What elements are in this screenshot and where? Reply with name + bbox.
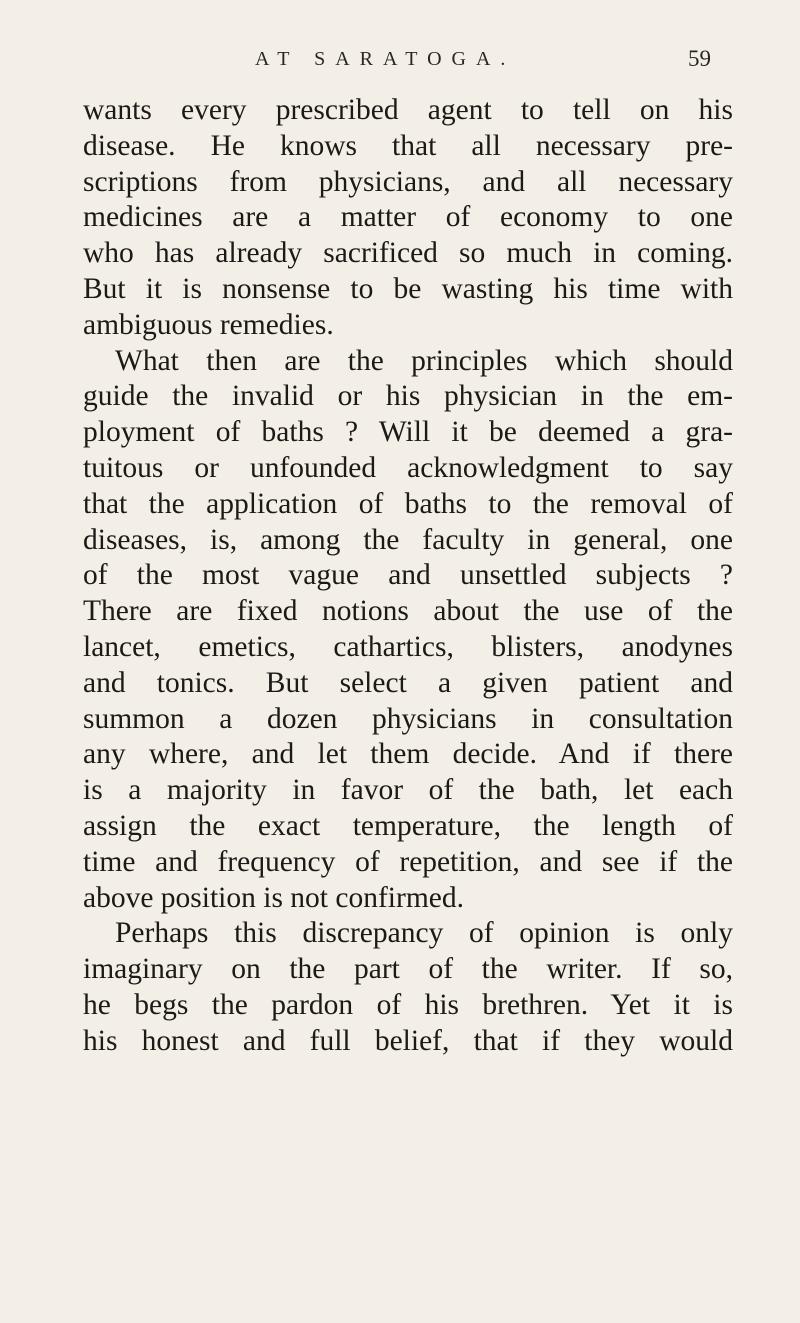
page-number: 59 [688,46,711,71]
text-line: imaginary on the part of the writer. If so, [83,953,733,986]
text-line: diseases, is, among the faculty in general, one [83,523,733,556]
text-line: and tonics. But select a given patient and [83,666,733,699]
text-line: disease. He knows that all necessary pre- [83,129,733,162]
running-title: AT SARATOGA. [255,48,516,70]
text-line: tuitous or unfounded acknowledgment to say [83,451,733,484]
text-line: ambiguous remedies. [83,308,334,341]
text-line: scriptions from physicians, and all necessary [83,165,733,198]
text-line: of the most vague and unsettled subjects ? [83,559,733,592]
text-line: Perhaps this discrepancy of opinion is only [115,917,733,950]
text-line: his honest and full belief, that if they would [83,1024,733,1057]
text-line: What then are the principles which should [115,344,733,377]
text-line: he begs the pardon of his brethren. Yet it is [83,988,733,1021]
text-line: above position is not confirmed. [83,881,464,914]
text-line: who has already sacrificed so much in coming. [83,237,733,270]
running-head [0,44,800,84]
text-line: is a majority in favor of the bath, let each [83,774,733,807]
text-line: assign the exact temperature, the length of [83,809,733,842]
text-line: medicines are a matter of economy to one [83,201,733,234]
text-line: There are fixed notions about the use of the [83,595,733,628]
text-line: that the application of baths to the removal of [83,487,733,520]
text-line: wants every prescribed agent to tell on his [83,94,733,126]
body-text [83,93,733,1060]
text-line: ployment of baths ? Will it be deemed a gra- [83,416,733,449]
text-line: lancet, emetics, cathartics, blisters, anodynes [83,630,733,663]
text-line: guide the invalid or his physician in the em- [83,380,733,413]
text-line: But it is nonsense to be wasting his time with [83,272,733,305]
text-line: summon a dozen physicians in consultation [83,702,733,735]
text-line: any where, and let them decide. And if there [83,738,733,771]
text-line: time and frequency of repetition, and see if the [83,845,733,878]
